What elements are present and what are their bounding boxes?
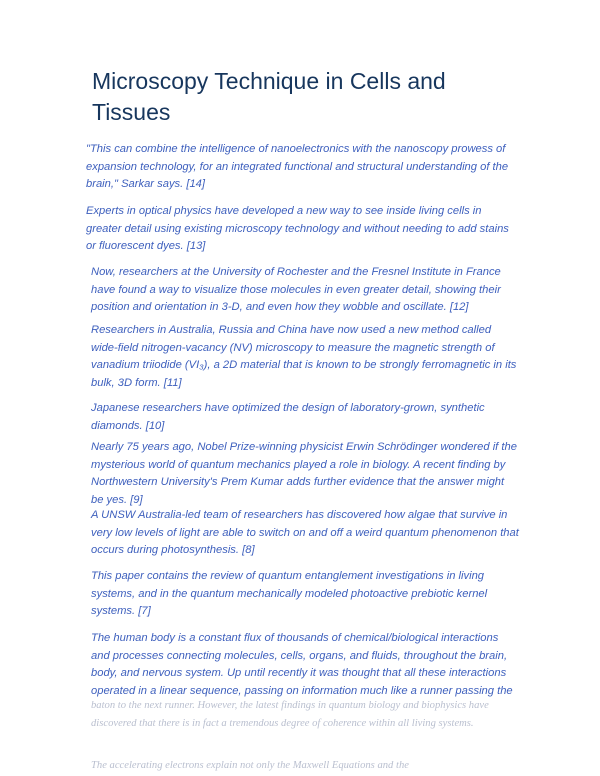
paragraph-optical-physics: Experts in optical physics have developed a new way to see inside living cells in greater detail using existing microscopy technology and without needing to add stains or fluorescent dyes. [13] [86,205,509,252]
paragraph-human-body: The human body is a constant flux of thousands of chemical/biological interactions and processes connecting molecules, cells, organs, and fluids, throughout the brain, body, and nervous system. Up until recently it was thought that all these interactions operated in a linear sequence, passing on information much like a runner passing the [91,632,513,697]
paragraph-schrodinger: Nearly 75 years ago, Nobel Prize-winning physicist Erwin Schrödinger wondered if the mysterious world of quantum mechanics played a role in biology. A recent finding by Northwestern University's Prem Kumar adds further evidence that the answer might be yes. [9] [91,441,517,506]
paragraph-nv-microscopy: Researchers in Australia, Russia and China have now used a new method called wide-field nitrogen-vacancy (NV) microscopy to measure the magnetic strength of vanadium triiodide (VI₃), a 2D material that is known to be strongly ferromagnetic in its bulk, 3D form. [11] [91,324,517,389]
document-title: Microscopy Technique in Cells and Tissues [92,68,446,125]
faded-paragraph-electrons: The accelerating electrons explain not only the Maxwell Equations and the [91,760,409,771]
paragraph-rochester-fresnel: Now, researchers at the University of Rochester and the Fresnel Institute in France have found a way to visualize those molecules in even greater detail, showing their position and orientation in 3-D, and even how they wobble and oscillate. [12] [91,266,501,313]
paragraph-quote-sarkar: "This can combine the intelligence of nanoelectronics with the nanoscopy prowess of expansion technology, for an integrated functional and structural understanding of the brain," Sarkar says. [14] [86,143,509,190]
faded-paragraph-coherence: baton to the next runner. However, the latest findings in quantum biology and biophysics have discovered that there is in fact a tremendous degree of coherence within all living systems. [91,700,489,729]
paragraph-synthetic-diamonds: Japanese researchers have optimized the design of laboratory-grown, synthetic diamonds. [10] [91,402,485,432]
paragraph-quantum-entanglement: This paper contains the review of quantum entanglement investigations in living systems, and in the quantum mechanically modeled photoactive prebiotic kernel systems. [7] [91,570,488,617]
paragraph-unsw-algae: A UNSW Australia-led team of researchers has discovered how algae that survive in very low levels of light are able to switch on and off a weird quantum phenomenon that occurs during photosynthesis. [8] [91,509,519,556]
